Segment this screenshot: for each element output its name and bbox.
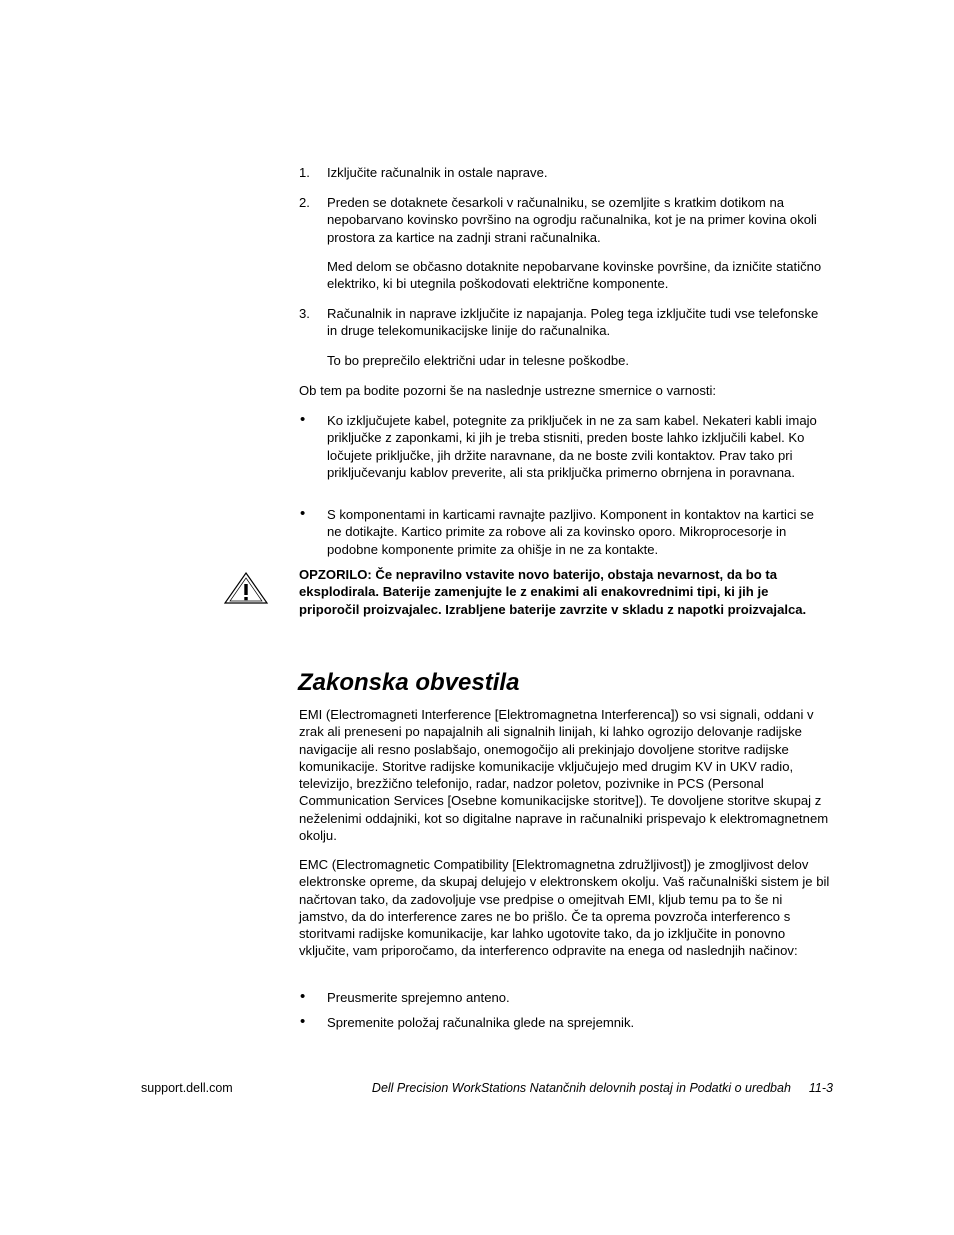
footer-site: support.dell.com — [141, 1081, 233, 1095]
step-3-note: To bo preprečilo električni udar in telesne poškodbe. — [327, 353, 630, 368]
page-number: 11-3 — [808, 1081, 833, 1095]
warning-triangle-icon — [223, 570, 269, 606]
guidelines-intro: Ob tem pa bodite pozorni še na naslednje ustrezne smernice o varnosti: — [299, 383, 717, 398]
bullet-icon: • — [300, 505, 306, 522]
step-2-note: Med delom se občasno dotaknite nepobarvane kovinske površine, da izničite statično elektriko, ki bi utegnila poškodovati električne komponente. — [327, 259, 822, 292]
section-title: Zakonska obvestila — [298, 669, 520, 696]
emi-paragraph: EMI (Electromagneti Interference [Elektromagnetna Interferenca]) so vsi signali, oddani v zrak ali preneseni po napajalnih ali signalnih linijah, ki lahko ogrozijo delovanje radijske navigacije ali resno poslabšajo, onemogočijo ali prekinjajo dovoljene storitve radijske komunikacije. Storitve radijske komunikacije vključujejo med drugim KV in UKV radio, televizijo, brezžično telefonijo, radar, nadzor poletov, pozivnike in PCS (Personal Communication Services [Osebne komunikacijske storitve]). Te dovoljene storitve skupaj z neželenimi oddajniki, kot so digitalne naprave in računalniki prispevajo k elektromagnetnem okolju. — [299, 707, 829, 844]
guideline-item — [299, 506, 831, 558]
step-number: 2. — [299, 195, 310, 210]
step-text: Računalnik in naprave izključite iz napajanja. Poleg tega izključite tudi vse telefonske in druge telekomunikacijske linije do računalnika. — [327, 306, 819, 339]
guideline-item — [299, 412, 831, 481]
remedy-text: Spremenite položaj računalnika glede na sprejemnik. — [327, 1015, 635, 1030]
guideline-text: Ko izključujete kabel, potegnite za priključek in ne za sam kabel. Nekateri kabli imajo priključke z zaponkami, ki jih je treba stisniti, preden boste lahko izključili kabel. Ko ločujete priključke, jih držite naravnane, da ne boste zvili kontaktov. Prav tako pri priključevanju kablov preverite, ali sta priključka primerno obrnjena in poravnana. — [327, 413, 817, 480]
remedy-text: Preusmerite sprejemno anteno. — [327, 990, 510, 1005]
bullet-icon: • — [300, 411, 306, 428]
warning-text: OPZORILO: Če nepravilno vstavite novo baterijo, obstaja nevarnost, da bo ta eksplodirala. Baterije zamenjujte le z enakimi ali enakovrednimi tipi, ki jih je priporočil proizvajalec. Izrabljene baterije zavrzite v skladu z napotki proizvajalca. — [299, 567, 807, 617]
emc-paragraph: EMC (Electromagnetic Compatibility [Elektromagnetna združljivost]) je zmogljivost delov elektronske opreme, da skupaj delujejo v elektronskem okolju. Vaš računalniški sistem je bil načrtovan tako, da zadovoljuje vse predpise o omejitvah EMI, kljub temu pa to še ni jamstvo, da do interference zares ne bo prišlo. Če ta oprema povzroča interferenco s storitvami radijske komunikacije, kar lahko ugotovite tako, da jo izključite in ponovno vključite, vam priporočamo, da interferenco odpravite na enega od naslednjih načinov: — [299, 857, 830, 959]
step-text: Izključite računalnik in ostale naprave. — [327, 165, 548, 180]
bullet-icon: • — [300, 1013, 306, 1030]
step-3 — [299, 305, 831, 340]
step-1 — [299, 164, 831, 181]
step-number: 1. — [299, 165, 310, 180]
remedy-item — [299, 1014, 831, 1031]
footer-title — [346, 1080, 833, 1096]
remedy-item — [299, 989, 831, 1006]
guideline-text: S komponentami in karticami ravnajte pazljivo. Komponent in kontaktov na kartici se ne dotikajte. Kartico primite za robove ali za kovinsko oporo. Mikroprocesorje in podobne komponente primite za ohišje in ne za kontakte. — [327, 507, 814, 557]
step-text: Preden se dotaknete česarkoli v računalniku, se ozemljite s kratkim dotikom na nepobarvano kovinsko površino na ogrodju računalnika, kot je na primer kovina okoli prostora za kartice na zadnji strani računalnika. — [327, 195, 817, 245]
step-2 — [299, 194, 831, 246]
footer-document-title: Dell Precision WorkStations Natančnih delovnih postaj in Podatki o uredbah — [371, 1081, 791, 1095]
bullet-icon: • — [300, 988, 306, 1005]
step-number: 3. — [299, 306, 310, 321]
